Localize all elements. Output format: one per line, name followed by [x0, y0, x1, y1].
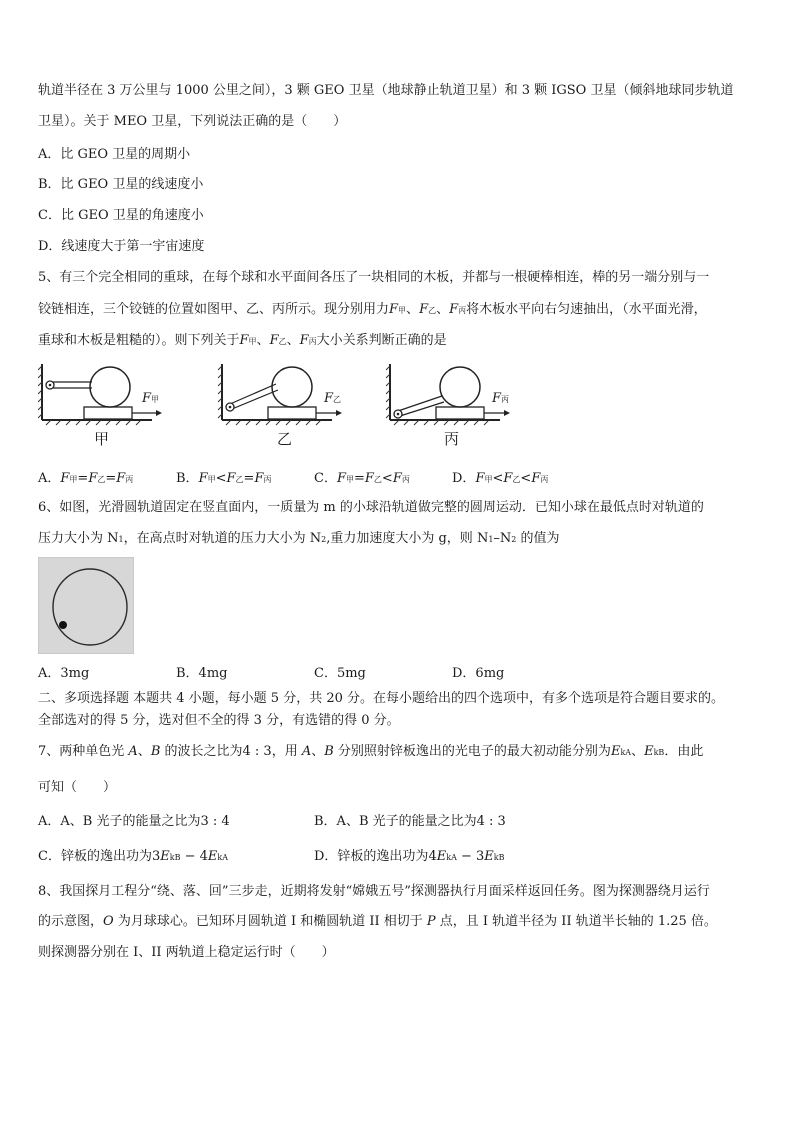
q7-option-b: B．A、B 光子的能量之比为4 : 3 — [314, 814, 506, 829]
force-label-yi: F乙 — [324, 391, 342, 406]
q8-stem-line1: 8、我国探月工程分“绕、落、回”三步走，近期将发射“嫦娥五号”探测器执行月面采样返回任务。图为探测器绕月运行 — [38, 884, 710, 899]
q4-stem-line2: 卫星）。关于 MEO 卫星，下列说法正确的是（ ） — [38, 114, 347, 129]
q7-stem-line2: 可知（ ） — [38, 780, 117, 795]
q8-stem-line2: 的示意图，O 为月球球心。已知环月圆轨道 I 和椭圆轨道 II 相切于 P 点，且 I 轨道半径为 II 轨道半长轴的 1.25 倍。 — [38, 914, 717, 929]
q5-stem-line3: 重球和木板是粗糙的）。则下列关于F甲、F乙、F丙大小关系判断正确的是 — [38, 333, 447, 348]
caption-bing: 丙 — [444, 430, 460, 448]
q8-stem-line3: 则探测器分别在 I、II 两轨道上稳定运行时（ ） — [38, 945, 335, 960]
q4-stem-line1: 轨道半径在 3 万公里与 1000 公里之间），3 颗 GEO 卫星（地球静止轨道卫星）和 3 颗 IGSO 卫星（倾斜地球同步轨道 — [38, 83, 734, 98]
section2-heading-line2: 全部选对的得 5 分，选对但不全的得 3 分，有选错的得 0 分。 — [38, 713, 400, 728]
q5-option-a: A．F甲=F乙=F丙 — [38, 471, 134, 486]
q4-option-d: D．线速度大于第一宇宙速度 — [38, 239, 205, 254]
force-label-bing: F丙 — [492, 391, 510, 406]
q5-stem-line2: 铰链相连，三个铰链的位置如图甲、乙、丙所示。现分别用力F甲、F乙、F丙将木板水平向右匀速抽出，（水平面光滑， — [38, 302, 707, 317]
q7-option-d: D．锌板的逸出功为4EkA − 3EkB — [314, 849, 505, 864]
q7-option-a: A．A、B 光子的能量之比为3 : 4 — [38, 814, 230, 829]
q6-stem-line2: 压力大小为 N1，在高点时对轨道的压力大小为 N2,重力加速度大小为 g，则 N1–N2 的值为 — [38, 531, 560, 546]
section2-heading-line1: 二、多项选择题 本题共 4 小题，每小题 5 分，共 20 分。在每小题给出的四个选项中，有多个选项是符合题目要求的。 — [38, 691, 725, 706]
q7-option-c: C．锌板的逸出功为3EkB − 4EkA — [38, 849, 229, 864]
q5-option-b: B．F甲<F乙=F丙 — [176, 471, 272, 486]
caption-jia: 甲 — [94, 430, 110, 448]
q5-option-c: C．F甲=F乙<F丙 — [314, 471, 410, 486]
q5-stem-line1: 5、有三个完全相同的重球，在每个球和水平面间各压了一块相同的木板，并都与一根硬棒相连，棒的另一端分别与一 — [38, 270, 710, 285]
q5-option-d: D．F甲<F乙<F丙 — [452, 471, 549, 486]
q4-option-b: B．比 GEO 卫星的线速度小 — [38, 177, 204, 192]
q4-option-a: A．比 GEO 卫星的周期小 — [38, 147, 191, 162]
q6-option-c: C．5mg — [314, 666, 366, 681]
circular-track-photo — [38, 557, 134, 654]
caption-yi: 乙 — [277, 430, 293, 448]
q4-option-c: C．比 GEO 卫星的角速度小 — [38, 208, 204, 223]
q6-option-b: B．4mg — [176, 666, 228, 681]
q7-stem-line1: 7、两种单色光 A、B 的波长之比为4 : 3，用 A、B 分别照射锌板逸出的光电子的最大初动能分别为EkA、EkB．由此 — [38, 744, 704, 759]
q6-option-a: A．3mg — [38, 666, 90, 681]
force-label-jia: F甲 — [142, 391, 160, 406]
q6-stem-line1: 6、如图，光滑圆轨道固定在竖直面内，一质量为 m 的小球沿轨道做完整的圆周运动．已知小球在最低点时对轨道的 — [38, 500, 704, 515]
q6-option-d: D．6mg — [452, 666, 505, 681]
